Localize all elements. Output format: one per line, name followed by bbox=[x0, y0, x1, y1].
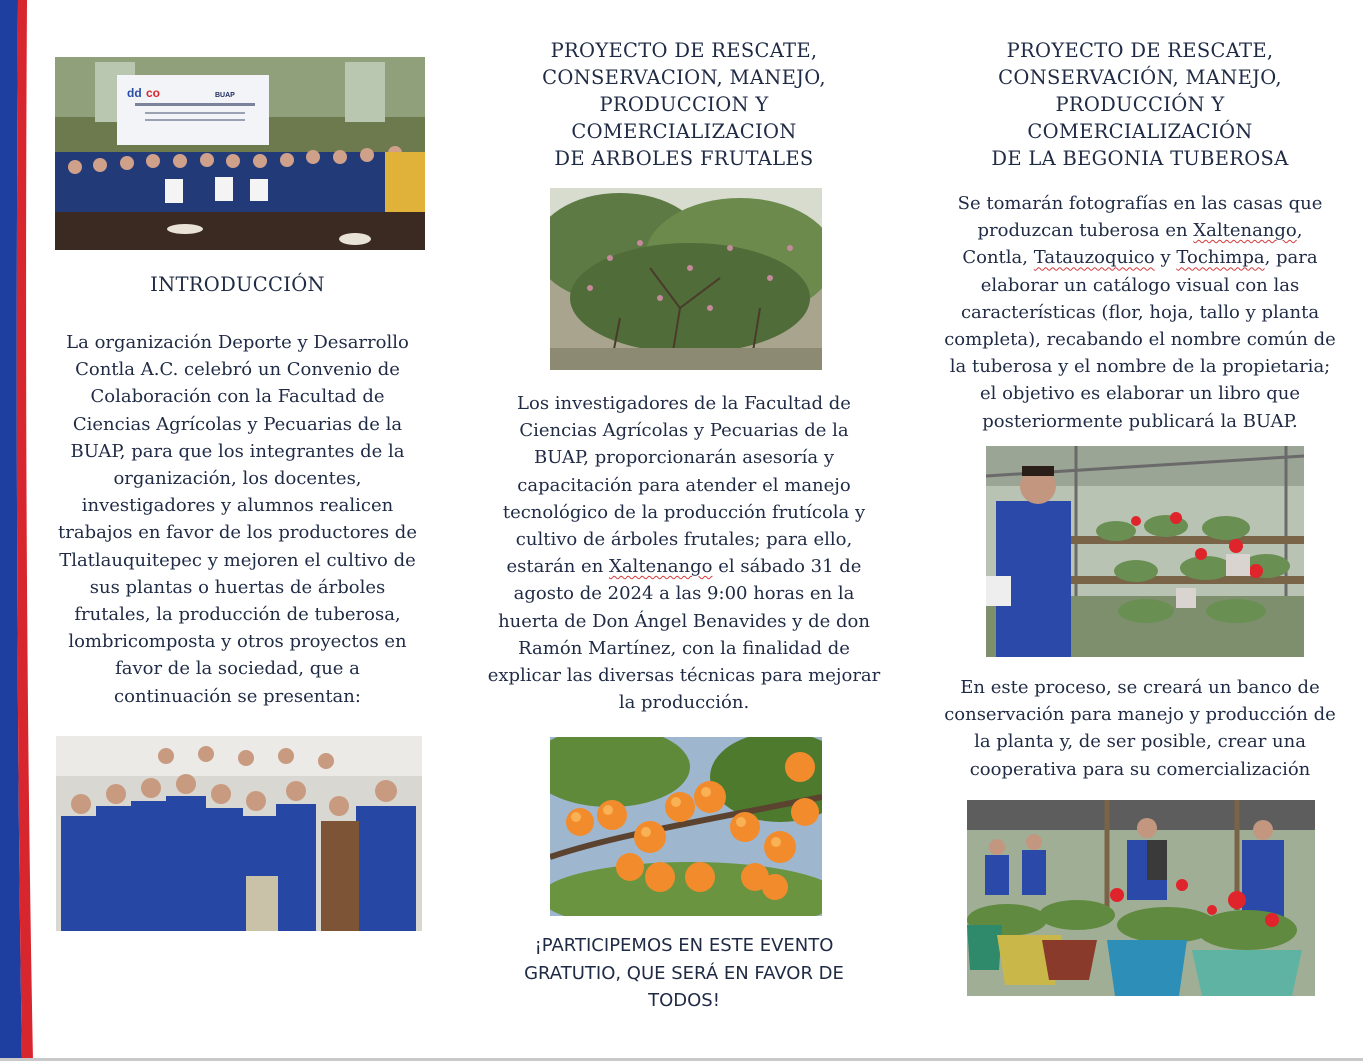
place-name-tochimpa: Tochimpa bbox=[1176, 247, 1265, 269]
greenhouse-man-photo bbox=[986, 446, 1304, 657]
intro-line: lombricomposta y otros proyectos en bbox=[68, 631, 407, 653]
fruit-line: cultivo de árboles frutales; para ello, bbox=[515, 529, 853, 551]
fruit-line: la producción. bbox=[618, 692, 750, 714]
begonia-line: En este proceso, se creará un banco de bbox=[960, 677, 1320, 698]
fruit-line: BUAP, proporcionarán asesoría y bbox=[533, 447, 834, 469]
begonia-conservation-paragraph bbox=[935, 674, 1345, 783]
place-name-tatauzoquico: Tatauzoquico bbox=[1033, 247, 1155, 269]
intro-line: frutales, la producción de tuberosa, bbox=[74, 604, 401, 626]
intro-line: La organización Deporte y Desarrollo bbox=[66, 332, 409, 353]
greenhouse-group-photo bbox=[967, 800, 1315, 996]
fruit-tree-photo bbox=[550, 188, 822, 370]
intro-line: investigadores y alumnos realicen bbox=[81, 495, 394, 517]
begonia-line: produzcan tuberosa en Xaltenango, bbox=[977, 220, 1303, 242]
fruit-line: Ramón Martínez, con la finalidad de bbox=[518, 637, 850, 659]
intro-paragraph bbox=[50, 329, 425, 710]
fruit-line: huerta de Don Ángel Benavides y de don bbox=[498, 610, 870, 632]
banner-sign-left-accent: co bbox=[146, 86, 161, 100]
team-group-photo bbox=[56, 736, 422, 931]
begonia-line: características (flor, hoja, tallo y planta bbox=[960, 301, 1320, 323]
participation-call: ¡PARTICIPEMOS EN ESTE EVENTO GRATUTIO, QUE SERÁ EN FAVOR DE TODOS! bbox=[524, 935, 844, 1011]
begonia-line: la planta y, de ser posible, crear una bbox=[974, 731, 1306, 753]
begonia-line: completa), recabando el nombre común de bbox=[944, 329, 1336, 351]
decorative-side-band bbox=[0, 0, 50, 1061]
intro-line: Tlatlauquitepec y mejoren el cultivo de bbox=[59, 549, 416, 571]
intro-line: Colaboración con la Facultad de bbox=[90, 386, 385, 408]
begonia-line: el objetivo es elaborar un libro que bbox=[979, 383, 1301, 405]
intro-line: continuación se presentan: bbox=[114, 685, 361, 707]
intro-line: favor de la sociedad, que a bbox=[115, 658, 360, 680]
intro-line: organización, los docentes, bbox=[113, 468, 362, 490]
intro-heading: INTRODUCCIÓN bbox=[150, 273, 325, 296]
banner-sign-left: dd bbox=[127, 86, 142, 100]
begonia-line: conservación para manejo y producción de bbox=[944, 704, 1336, 726]
intro-line: Ciencias Agrícolas y Pecuarias de la bbox=[72, 413, 403, 435]
begonia-line: Contla, Tatauzoquico y Tochimpa, para bbox=[962, 247, 1318, 269]
begonia-catalog-paragraph bbox=[935, 190, 1345, 435]
intro-line: BUAP, para que los integrantes de la bbox=[70, 440, 405, 462]
fruit-line: explicar las diversas técnicas para mejorar bbox=[487, 665, 881, 687]
intro-line: sus plantas o huertas de árboles bbox=[89, 576, 386, 598]
fruit-line: Los investigadores de la Facultad de bbox=[517, 393, 851, 414]
place-name-xaltenango: Xaltenango bbox=[609, 556, 713, 578]
fruit-trees-project-title: PROYECTO DE RESCATE, CONSERVACION, MANEJO, PRODUCCION Y COMERCIALIZACION DE ARBOLES FRUTALES bbox=[542, 39, 826, 170]
fruit-line: estarán en Xaltenango el sábado 31 de bbox=[506, 556, 862, 578]
intro-line: Contla A.C. celebró un Convenio de bbox=[75, 359, 400, 381]
begonia-project-title: PROYECTO DE RESCATE, CONSERVACIÓN, MANEJO, PRODUCCIÓN Y COMERCIALIZACIÓN DE LA BEGONIA TUBEROSA bbox=[991, 39, 1289, 170]
apricots-photo bbox=[550, 737, 822, 916]
place-name-xaltenango: Xaltenango bbox=[1193, 220, 1297, 242]
begonia-line: elaborar un catálogo visual con las bbox=[980, 274, 1300, 296]
fruit-line: tecnológico de la producción frutícola y bbox=[502, 501, 866, 523]
banner-sign-right: BUAP bbox=[215, 92, 235, 99]
fruit-trees-paragraph bbox=[478, 390, 890, 716]
fruit-line: Ciencias Agrícolas y Pecuarias de la bbox=[519, 420, 849, 442]
fruit-line: agosto de 2024 a las 9:00 horas en la bbox=[513, 583, 855, 605]
signing-ceremony-photo bbox=[55, 57, 425, 250]
begonia-line: cooperativa para su comercialización bbox=[969, 758, 1311, 780]
begonia-line: Se tomarán fotografías en las casas que bbox=[957, 193, 1323, 214]
intro-line: trabajos en favor de los productores de bbox=[58, 522, 417, 544]
begonia-line: posteriormente publicará la BUAP. bbox=[982, 410, 1298, 432]
fruit-line: capacitación para atender el manejo bbox=[517, 474, 851, 496]
begonia-line: la tuberosa y el nombre de la propietaria; bbox=[949, 356, 1331, 378]
